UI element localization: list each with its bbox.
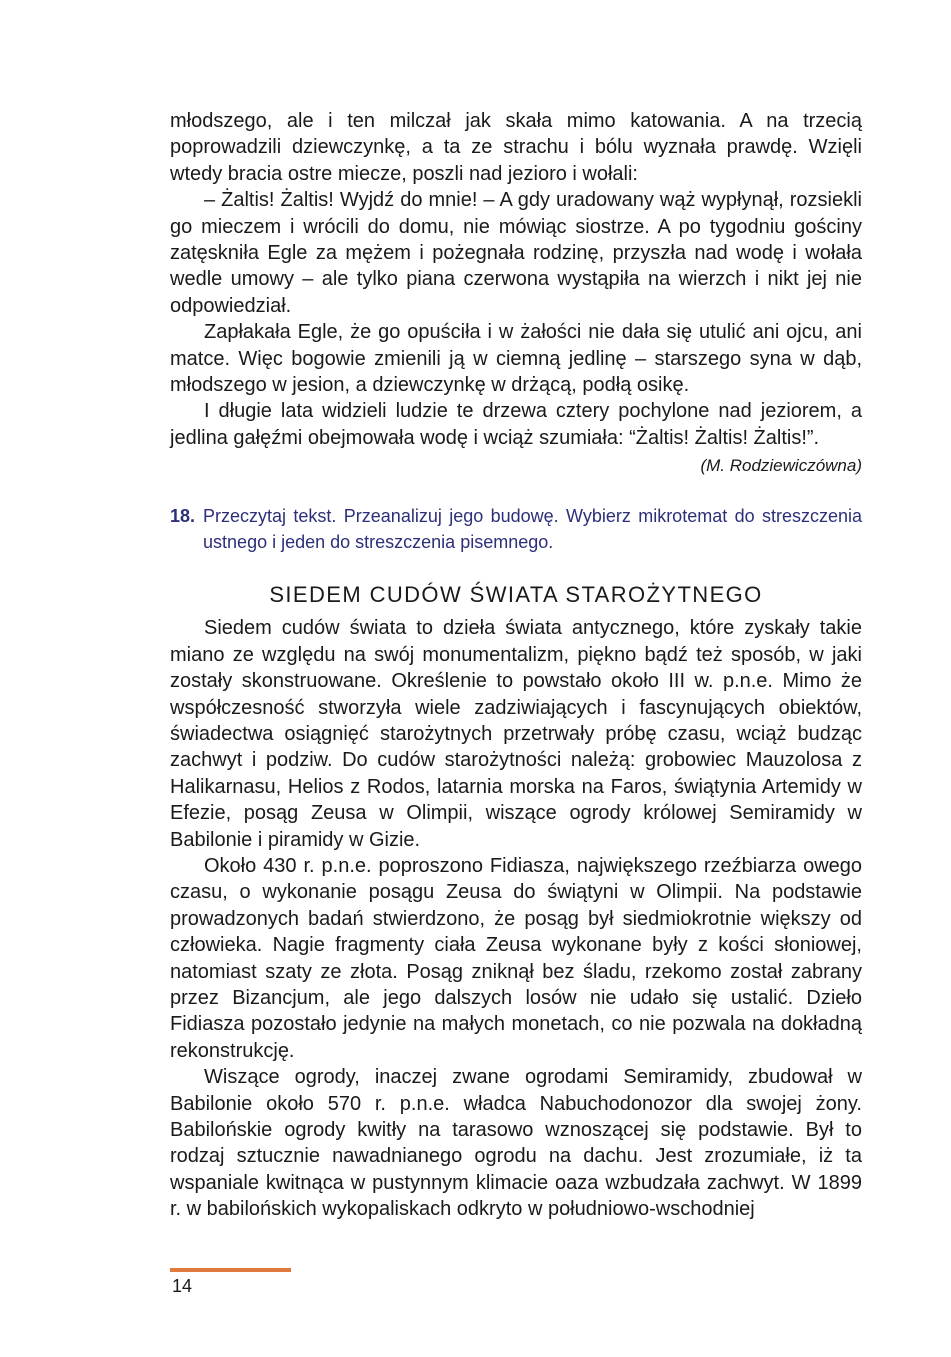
exercise-text: Przeczytaj tekst. Przeanalizuj jego budowę. Wybierz mikrotemat do streszczenia ustnego i jeden do streszczenia pisemnego. [203,506,862,553]
article-paragraph: Około 430 r. p.n.e. poproszono Fidiasza, największego rzeźbiarza owego czasu, o wykonanie posągu Zeusa do świątyni w Olimpii. Na podstawie prowadzonych badań stwierdzono, że posąg był siedmiokrotnie większy od człowieka. Nagie fragmenty ciała Zeusa wykonane były z kości słoniowej, natomiast szaty ze złota. Posąg zniknął bez śladu, rzekomo został zabrany przez Bizancjum, ale jego dalszych losów nie udało się ustalić. Dzieło Fidiasza pozostało jedynie na małych monetach, co nie pozwala na dokładną rekonstrukcję. [170,854,862,1062]
story-paragraph: młodszego, ale i ten milczał jak skała mimo katowania. A na trzecią poprowadzili dziewczynkę, a ta ze strachu i bólu wyznała prawdę. Wzięli wtedy bracia ostre miecze, poszli nad jezioro i wołali: [170,110,862,185]
story-attribution: (M. Rodziewiczówna) [700,456,862,476]
article-title: SIEDEM CUDÓW ŚWIATA STAROŻYTNEGO [269,582,763,608]
article-paragraph: Wiszące ogrody, inaczej zwane ogrodami Semiramidy, zbudował w Babilonie około 570 r. p.n.e. władca Nabuchodonozor dla swojej żony. Babilońskie ogrody kwitły na tarasowo wznoszącej się podstawie. Był to rodzaj sztucznie nawadnianego ogrodu na dachu. Jest zrozumiałe, iż ta wspaniale kwitnąca w pustynnym klimacie oaza wzbudzała zachwyt. W 1899 r. w babilońskich wykopaliskach odkryto w południowo-wschodniej [170,1066,862,1221]
story-paragraph: I długie lata widzieli ludzie te drzewa cztery pochylone nad jeziorem, a jedlina gałęźmi obejmowała wodę i wciąż szumiała: “Żaltis! Żaltis! Żaltis!”. [170,400,862,449]
story-paragraph: Zapłakała Egle, że go opuściła i w żałości nie dała się utulić ani ojcu, ani matce. Więc bogowie zmienili ją w ciemną jedlinę – starszego syna w dąb, młodszego w jesion, a dziewczynkę w drżącą, podłą osikę. [170,321,862,397]
page-number: 14 [172,1276,193,1296]
exercise-instruction [170,503,862,555]
article-paragraph: Siedem cudów świata to dzieła świata antycznego, które zyskały takie miano ze względu na swój monumentalizm, piękno bądź też sposób, w jaki zostały skonstruowane. Określenie to powstało około III w. p.n.e. Mimo że współczesność stworzyła wiele zadziwiających i fascynujących obiektów, świadectwa osiągnięć starożytnych przetrwały próbę czasu, wciąż budząc zachwyt i podziw. Do cudów starożytności należą: grobowiec Mauzolosa z Halikarnasu, Helios z Rodos, latarnia morska na Faros, świątynia Artemidy w Efezie, posąg Zeusa w Olimpii, wiszące ogrody królowej Semiramidy w Babilonie i piramidy w Gizie. [170,617,862,851]
exercise-number: 18. [170,506,196,527]
footer-accent-rule [170,1268,291,1272]
page-content [170,108,862,1223]
story-paragraph: – Żaltis! Żaltis! Wyjdź do mnie! – A gdy uradowany wąż wypłynął, rozsiekli go mieczem i wrócili do domu, nie mówiąc siostrze. A po tygodniu gościny zatęskniła Egle za mężem i pożegnała rodzinę, przyszła nad wodę i wołała wedle umowy – ale tylko piana czerwona wystąpiła na wierzch i nikt jej nie odpowiedział. [170,189,862,317]
